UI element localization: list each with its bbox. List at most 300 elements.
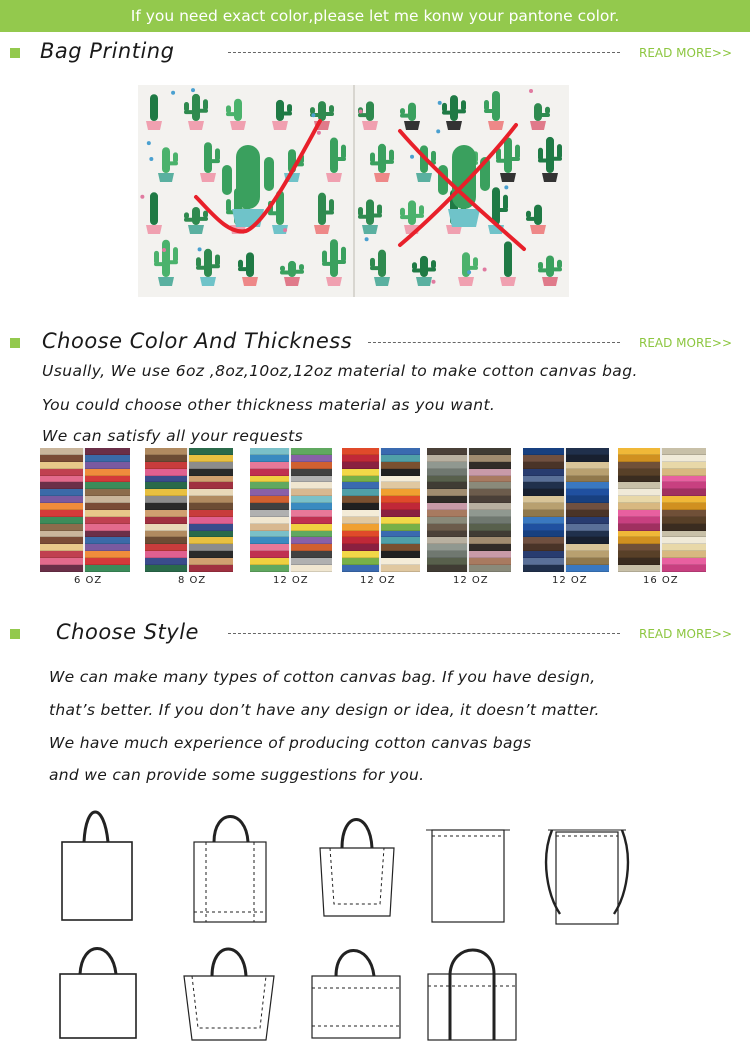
sprinkle-dot bbox=[410, 155, 414, 159]
swatch-column bbox=[85, 448, 130, 572]
swatch-stripe bbox=[291, 544, 332, 551]
swatch-stripe bbox=[469, 558, 511, 565]
swatch-stripe bbox=[427, 482, 467, 489]
swatch-column bbox=[189, 448, 233, 572]
swatch-stripe bbox=[40, 476, 83, 483]
swatch-stripe bbox=[85, 455, 130, 462]
cactus-print-image bbox=[138, 85, 569, 297]
section-divider bbox=[368, 342, 620, 343]
swatch-stripe bbox=[85, 510, 130, 517]
swatch-stripe bbox=[342, 469, 379, 476]
sprinkle-dot bbox=[317, 131, 321, 135]
swatch-stripe bbox=[85, 462, 130, 469]
swatch-stripe bbox=[469, 544, 511, 551]
section-header-style bbox=[0, 619, 750, 649]
swatch-stripe bbox=[469, 510, 511, 517]
swatch-stripe bbox=[566, 462, 609, 469]
swatch-stripe bbox=[145, 496, 187, 503]
section-bullet-icon bbox=[10, 629, 20, 639]
sprinkle-dot bbox=[162, 248, 166, 252]
swatch-stripe bbox=[662, 524, 706, 531]
swatch-stripe bbox=[85, 537, 130, 544]
top-banner: If you need exact color,please let me konw your pantone color. bbox=[0, 0, 750, 32]
swatch-stripe bbox=[145, 455, 187, 462]
swatch-stripe bbox=[85, 469, 130, 476]
swatch-stripe bbox=[381, 537, 420, 544]
swatch-column bbox=[469, 448, 511, 572]
swatch-stripe bbox=[250, 510, 289, 517]
swatch-stripe bbox=[381, 565, 420, 572]
swatch-stripe bbox=[662, 558, 706, 565]
swatch-stripe bbox=[145, 482, 187, 489]
swatch-stripe bbox=[291, 476, 332, 483]
swatch-stripe bbox=[189, 503, 233, 510]
flat-pouch-icon bbox=[426, 830, 510, 922]
swatch-stripe bbox=[566, 551, 609, 558]
fabric-swatch-card bbox=[250, 448, 332, 572]
swatch-stripe bbox=[427, 503, 467, 510]
swatch-stripe bbox=[250, 544, 289, 551]
drawstring-bag-icon bbox=[546, 830, 628, 924]
swatch-stripe bbox=[85, 489, 130, 496]
style-text-line-4: and we can provide some suggestions for you. bbox=[49, 766, 425, 784]
swatch-stripe bbox=[40, 482, 83, 489]
swatch-stripe bbox=[662, 476, 706, 483]
swatch-stripe bbox=[342, 524, 379, 531]
swatch-stripe bbox=[618, 510, 660, 517]
swatch-stripe bbox=[662, 537, 706, 544]
swatch-stripe bbox=[469, 482, 511, 489]
swatch-stripe bbox=[145, 469, 187, 476]
swatch-stripe bbox=[342, 558, 379, 565]
swatch-column bbox=[427, 448, 467, 572]
swatch-column bbox=[618, 448, 660, 572]
swatch-stripe bbox=[40, 558, 83, 565]
swatch-stripe bbox=[469, 476, 511, 483]
swatch-stripe bbox=[189, 558, 233, 565]
swatch-stripe bbox=[427, 565, 467, 572]
swatch-stripe bbox=[145, 489, 187, 496]
tote-bag-icon bbox=[62, 812, 132, 920]
section-title-style: Choose Style bbox=[56, 620, 199, 644]
swatch-label: 8 OZ bbox=[178, 575, 207, 586]
swatch-stripe bbox=[469, 565, 511, 572]
swatch-stripe bbox=[250, 469, 289, 476]
section-bullet-icon bbox=[10, 338, 20, 348]
swatch-stripe bbox=[618, 496, 660, 503]
swatch-stripe bbox=[189, 544, 233, 551]
section-divider bbox=[228, 52, 620, 53]
swatch-stripe bbox=[566, 531, 609, 538]
swatch-stripe bbox=[427, 469, 467, 476]
swatch-stripe bbox=[523, 537, 564, 544]
swatch-stripe bbox=[189, 448, 233, 455]
swatch-stripe bbox=[523, 510, 564, 517]
swatch-column bbox=[40, 448, 83, 572]
fabric-swatch-card bbox=[145, 448, 233, 572]
swatch-stripe bbox=[250, 462, 289, 469]
swatch-stripe bbox=[523, 448, 564, 455]
swatch-stripe bbox=[145, 517, 187, 524]
swatch-stripe bbox=[618, 462, 660, 469]
fabric-swatch-card bbox=[427, 448, 511, 572]
swatch-stripe bbox=[342, 448, 379, 455]
sprinkle-dot bbox=[147, 141, 151, 145]
swatch-stripe bbox=[145, 565, 187, 572]
swatch-stripe bbox=[342, 496, 379, 503]
swatch-stripe bbox=[85, 551, 130, 558]
swatch-stripe bbox=[291, 537, 332, 544]
sprinkle-dot bbox=[467, 270, 471, 274]
section-header-color bbox=[0, 328, 750, 358]
shopping-bag-icon bbox=[312, 951, 400, 1039]
swatch-stripe bbox=[618, 482, 660, 489]
swatch-stripe bbox=[469, 537, 511, 544]
swatch-stripe bbox=[566, 537, 609, 544]
swatch-stripe bbox=[291, 462, 332, 469]
box-tote-bag-icon bbox=[194, 817, 266, 923]
swatch-stripe bbox=[469, 448, 511, 455]
swatch-stripe bbox=[618, 476, 660, 483]
swatch-stripe bbox=[189, 489, 233, 496]
swatch-stripe bbox=[40, 503, 83, 510]
section-title-color: Choose Color And Thickness bbox=[42, 329, 353, 353]
swatch-stripe bbox=[381, 469, 420, 476]
swatch-stripe bbox=[469, 469, 511, 476]
swatch-stripe bbox=[469, 531, 511, 538]
sprinkle-dot bbox=[483, 267, 487, 271]
swatch-stripe bbox=[342, 565, 379, 572]
swatch-column bbox=[250, 448, 289, 572]
sprinkle-dot bbox=[529, 89, 533, 93]
swatch-stripe bbox=[566, 496, 609, 503]
swatch-stripe bbox=[342, 537, 379, 544]
reinforced-tote-bag-icon bbox=[428, 950, 516, 1040]
swatch-label: 6 OZ bbox=[74, 575, 103, 586]
swatch-stripe bbox=[381, 510, 420, 517]
swatch-stripe bbox=[523, 558, 564, 565]
sprinkle-dot bbox=[171, 91, 175, 95]
swatch-stripe bbox=[189, 496, 233, 503]
read-more-link-color[interactable]: READ MORE>> bbox=[638, 336, 732, 350]
sprinkle-dot bbox=[140, 195, 144, 199]
swatch-stripe bbox=[566, 524, 609, 531]
swatch-stripe bbox=[189, 510, 233, 517]
swatch-stripe bbox=[381, 496, 420, 503]
sprinkle-dot bbox=[283, 228, 287, 232]
swatch-stripe bbox=[618, 455, 660, 462]
swatch-stripe bbox=[145, 544, 187, 551]
read-more-link-style[interactable]: READ MORE>> bbox=[638, 627, 732, 641]
swatch-stripe bbox=[523, 476, 564, 483]
swatch-stripe bbox=[523, 482, 564, 489]
swatch-stripe bbox=[40, 517, 83, 524]
swatch-stripe bbox=[189, 476, 233, 483]
swatch-stripe bbox=[145, 524, 187, 531]
swatch-stripe bbox=[40, 448, 83, 455]
swatch-stripe bbox=[469, 551, 511, 558]
fabric-swatch-card bbox=[618, 448, 706, 572]
swatch-column bbox=[566, 448, 609, 572]
swatch-stripe bbox=[662, 455, 706, 462]
swatch-stripe bbox=[189, 551, 233, 558]
printing-comparison-photo bbox=[138, 85, 569, 297]
swatch-stripe bbox=[523, 551, 564, 558]
swatch-stripe bbox=[291, 558, 332, 565]
swatch-stripe bbox=[381, 558, 420, 565]
swatch-stripe bbox=[381, 551, 420, 558]
swatch-column bbox=[523, 448, 564, 572]
swatch-stripe bbox=[381, 476, 420, 483]
swatch-stripe bbox=[250, 455, 289, 462]
swatch-column bbox=[662, 448, 706, 572]
swatch-stripe bbox=[618, 565, 660, 572]
swatch-stripe bbox=[469, 503, 511, 510]
swatch-stripe bbox=[427, 531, 467, 538]
swatch-stripe bbox=[427, 558, 467, 565]
swatch-stripe bbox=[85, 503, 130, 510]
swatch-stripe bbox=[145, 531, 187, 538]
swatch-stripe bbox=[662, 496, 706, 503]
section-header-printing bbox=[0, 38, 750, 68]
swatch-stripe bbox=[381, 482, 420, 489]
swatch-stripe bbox=[427, 551, 467, 558]
swatch-stripe bbox=[40, 496, 83, 503]
swatch-stripe bbox=[427, 489, 467, 496]
swatch-stripe bbox=[40, 551, 83, 558]
swatch-stripe bbox=[291, 565, 332, 572]
swatch-stripe bbox=[291, 455, 332, 462]
swatch-stripe bbox=[250, 503, 289, 510]
swatch-stripe bbox=[40, 455, 83, 462]
swatch-stripe bbox=[291, 510, 332, 517]
swatch-stripe bbox=[523, 469, 564, 476]
fabric-swatch-card bbox=[40, 448, 130, 572]
swatch-stripe bbox=[189, 565, 233, 572]
swatch-stripe bbox=[566, 469, 609, 476]
sprinkle-dot bbox=[191, 88, 195, 92]
swatch-stripe bbox=[291, 469, 332, 476]
swatch-stripe bbox=[342, 489, 379, 496]
swatch-stripe bbox=[342, 517, 379, 524]
swatch-stripe bbox=[523, 455, 564, 462]
swatch-stripe bbox=[427, 448, 467, 455]
swatch-stripe bbox=[523, 503, 564, 510]
trapezoid-tote-bag-icon bbox=[184, 949, 274, 1040]
sprinkle-dot bbox=[359, 109, 363, 113]
color-text-line-1: Usually, We use 6oz ,8oz,10oz,12oz material to make cotton canvas bag. bbox=[42, 362, 638, 380]
swatch-stripe bbox=[566, 503, 609, 510]
swatch-stripe bbox=[523, 496, 564, 503]
swatch-stripe bbox=[250, 565, 289, 572]
swatch-stripe bbox=[618, 551, 660, 558]
swatch-column bbox=[291, 448, 332, 572]
swatch-stripe bbox=[566, 517, 609, 524]
swatch-stripe bbox=[145, 551, 187, 558]
style-text-line-3: We have much experience of producing cotton canvas bags bbox=[49, 734, 532, 752]
swatch-stripe bbox=[523, 544, 564, 551]
swatch-stripe bbox=[381, 462, 420, 469]
swatch-stripe bbox=[291, 489, 332, 496]
swatch-stripe bbox=[250, 489, 289, 496]
fabric-swatch-card bbox=[523, 448, 609, 572]
swatch-stripe bbox=[250, 517, 289, 524]
swatch-stripe bbox=[342, 462, 379, 469]
swatch-stripe bbox=[145, 510, 187, 517]
swatch-stripe bbox=[427, 476, 467, 483]
swatch-stripe bbox=[291, 482, 332, 489]
swatch-stripe bbox=[40, 469, 83, 476]
swatch-stripe bbox=[618, 544, 660, 551]
swatch-stripe bbox=[85, 448, 130, 455]
swatch-stripe bbox=[523, 517, 564, 524]
swatch-stripe bbox=[662, 448, 706, 455]
swatch-stripe bbox=[250, 551, 289, 558]
sprinkle-dot bbox=[504, 185, 508, 189]
section-divider bbox=[228, 633, 620, 634]
swatch-stripe bbox=[85, 544, 130, 551]
gusset-tote-bag-icon bbox=[320, 820, 394, 917]
swatch-stripe bbox=[523, 489, 564, 496]
swatch-stripe bbox=[40, 489, 83, 496]
swatch-stripe bbox=[85, 531, 130, 538]
swatch-stripe bbox=[662, 551, 706, 558]
swatch-label: 12 OZ bbox=[453, 575, 489, 586]
sprinkle-dot bbox=[438, 101, 442, 105]
color-text-line-3: We can satisfy all your requests bbox=[42, 427, 304, 445]
swatch-stripe bbox=[85, 558, 130, 565]
swatch-stripe bbox=[566, 455, 609, 462]
swatch-stripe bbox=[381, 448, 420, 455]
swatch-stripe bbox=[427, 544, 467, 551]
read-more-link-printing[interactable]: READ MORE>> bbox=[638, 46, 732, 60]
style-text-line-2: that’s better. If you don’t have any design or idea, it doesn’t matter. bbox=[49, 701, 600, 719]
swatch-stripe bbox=[189, 482, 233, 489]
swatch-stripe bbox=[291, 531, 332, 538]
swatch-stripe bbox=[469, 517, 511, 524]
swatch-stripe bbox=[566, 476, 609, 483]
swatch-stripe bbox=[189, 455, 233, 462]
swatch-stripe bbox=[342, 455, 379, 462]
swatch-stripe bbox=[145, 448, 187, 455]
bag-style-gallery bbox=[0, 800, 750, 1056]
swatch-stripe bbox=[250, 537, 289, 544]
style-text-line-1: We can make many types of cotton canvas bag. If you have design, bbox=[49, 668, 596, 686]
swatch-stripe bbox=[662, 565, 706, 572]
swatch-stripe bbox=[381, 544, 420, 551]
swatch-stripe bbox=[427, 524, 467, 531]
swatch-stripe bbox=[381, 489, 420, 496]
swatch-stripe bbox=[469, 489, 511, 496]
swatch-stripe bbox=[40, 544, 83, 551]
swatch-stripe bbox=[250, 496, 289, 503]
swatch-stripe bbox=[566, 489, 609, 496]
swatch-stripe bbox=[427, 537, 467, 544]
swatch-stripe bbox=[662, 503, 706, 510]
swatch-stripe bbox=[618, 531, 660, 538]
swatch-stripe bbox=[566, 544, 609, 551]
color-text-line-2: You could choose other thickness material as you want. bbox=[42, 396, 496, 414]
swatch-stripe bbox=[566, 510, 609, 517]
swatch-stripe bbox=[189, 469, 233, 476]
swatch-stripe bbox=[662, 462, 706, 469]
swatch-stripe bbox=[381, 455, 420, 462]
swatch-stripe bbox=[427, 510, 467, 517]
swatch-stripe bbox=[566, 482, 609, 489]
swatch-stripe bbox=[381, 524, 420, 531]
swatch-label: 12 OZ bbox=[360, 575, 396, 586]
swatch-stripe bbox=[40, 462, 83, 469]
swatch-stripe bbox=[469, 455, 511, 462]
swatch-stripe bbox=[85, 496, 130, 503]
swatch-stripe bbox=[250, 524, 289, 531]
sprinkle-dot bbox=[432, 280, 436, 284]
swatch-stripe bbox=[189, 537, 233, 544]
swatch-stripe bbox=[427, 496, 467, 503]
swatch-stripe bbox=[427, 517, 467, 524]
swatch-label: 12 OZ bbox=[273, 575, 309, 586]
swatch-stripe bbox=[85, 524, 130, 531]
swatch-stripe bbox=[618, 537, 660, 544]
swatch-stripe bbox=[145, 558, 187, 565]
swatch-stripe bbox=[250, 558, 289, 565]
sprinkle-dot bbox=[311, 113, 315, 117]
swatch-stripe bbox=[566, 565, 609, 572]
swatch-stripe bbox=[342, 476, 379, 483]
swatch-stripe bbox=[145, 462, 187, 469]
swatch-stripe bbox=[85, 476, 130, 483]
swatch-stripe bbox=[85, 517, 130, 524]
swatch-stripe bbox=[342, 551, 379, 558]
swatch-stripe bbox=[566, 448, 609, 455]
sprinkle-dot bbox=[436, 129, 440, 133]
swatch-stripe bbox=[381, 531, 420, 538]
swatch-stripe bbox=[291, 448, 332, 455]
swatch-stripe bbox=[662, 469, 706, 476]
swatch-stripe bbox=[189, 531, 233, 538]
swatch-stripe bbox=[662, 482, 706, 489]
section-bullet-icon bbox=[10, 48, 20, 58]
swatch-stripe bbox=[40, 510, 83, 517]
swatch-stripe bbox=[662, 517, 706, 524]
swatch-stripe bbox=[40, 531, 83, 538]
swatch-stripe bbox=[618, 558, 660, 565]
swatch-stripe bbox=[145, 503, 187, 510]
swatch-stripe bbox=[40, 524, 83, 531]
swatch-stripe bbox=[469, 524, 511, 531]
swatch-stripe bbox=[250, 531, 289, 538]
swatch-stripe bbox=[618, 448, 660, 455]
swatch-stripe bbox=[291, 524, 332, 531]
swatch-column bbox=[342, 448, 379, 572]
swatch-stripe bbox=[662, 544, 706, 551]
swatch-stripe bbox=[250, 448, 289, 455]
swatch-stripe bbox=[250, 476, 289, 483]
section-title-printing: Bag Printing bbox=[40, 39, 175, 63]
swatch-stripe bbox=[40, 565, 83, 572]
swatch-stripe bbox=[523, 462, 564, 469]
swatch-stripe bbox=[469, 462, 511, 469]
swatch-stripe bbox=[291, 551, 332, 558]
swatch-stripe bbox=[618, 503, 660, 510]
swatch-stripe bbox=[427, 455, 467, 462]
swatch-stripe bbox=[662, 489, 706, 496]
swatch-stripe bbox=[342, 531, 379, 538]
swatch-stripe bbox=[145, 476, 187, 483]
swatch-label: 16 OZ bbox=[643, 575, 679, 586]
swatch-column bbox=[145, 448, 187, 572]
swatch-stripe bbox=[189, 462, 233, 469]
